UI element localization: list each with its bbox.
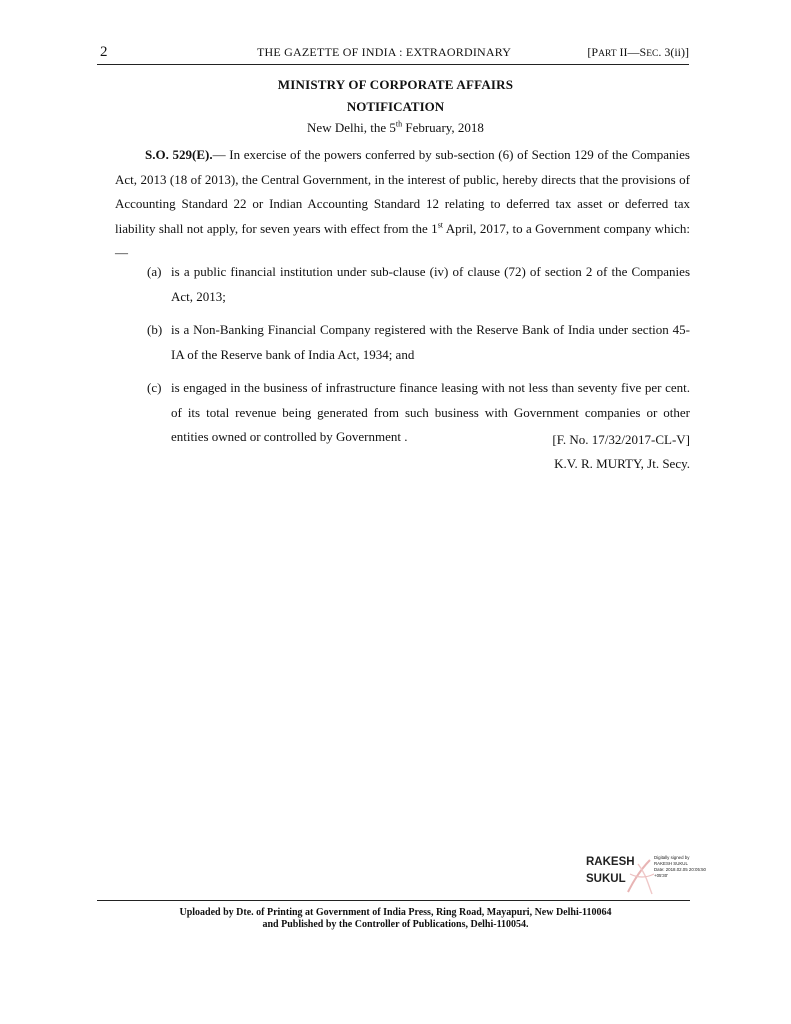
list-item [141, 260, 690, 309]
digital-signature-stamp [586, 854, 706, 898]
gazette-title: THE GAZETTE OF INDIA : EXTRAORDINARY [257, 45, 512, 59]
file-number: [F. No. 17/32/2017-CL-V] [552, 432, 690, 447]
signer-name: RAKESH SUKUL [586, 856, 635, 885]
list-marker: (b) [147, 322, 163, 337]
part-section-label: [PART II—SEC. 3(ii)] [587, 45, 689, 59]
gazette-header [97, 44, 689, 65]
list-item [141, 318, 690, 367]
publication-footer: Uploaded by Dte. of Printing at Government of India Press, Ring Road, Mayapuri, New Delhi-110064 and Published by the Controller of Publications, Delhi-110054. [179, 907, 612, 930]
footer-rule [97, 900, 690, 901]
dateline: New Delhi, the 5th February, 2018 [307, 119, 484, 135]
condition-list [141, 260, 690, 459]
list-marker: (c) [147, 380, 162, 395]
signature-check-icon [624, 856, 658, 896]
so-number: S.O. 529(E). [145, 147, 213, 162]
page-number: 2 [100, 44, 108, 60]
list-item-text: is engaged in the business of infrastructure finance leasing with not less than seventy five per cent. of its total revenue being generated from such business with Government companies or other entities owned or controlled by Government . [171, 380, 690, 444]
list-item-text: is a Non-Banking Financial Company registered with the Reserve Bank of India under section 45-IA of the Reserve bank of India Act, 1934; and [171, 322, 690, 362]
list-marker: (a) [147, 264, 162, 279]
list-item-text: is a public financial institution under sub-clause (iv) of clause (72) of section 2 of the Companies Act, 2013; [171, 264, 690, 304]
notification-body: S.O. 529(E).— In exercise of the powers conferred by sub-section (6) of Section 129 of the Companies Act, 2013 (18 of 2013), the Central Government, in the interest of public, hereby directs that the provisions of Accounting Standard 22 or Indian Accounting Standard 12 relating to deferred tax asset or deferred tax liability shall not apply, for seven years with effect from the 1st April, 2017, to a Government company which:— [115, 147, 691, 260]
notification-heading: NOTIFICATION [346, 99, 445, 114]
signature-details: Digitally signed by RAKESH SUKUL Date: 2018.02.05 20:05:50 +05'30' [654, 855, 706, 878]
signatory: K.V. R. MURTY, Jt. Secy. [554, 456, 690, 471]
ministry-heading: MINISTRY OF CORPORATE AFFAIRS [277, 77, 514, 92]
